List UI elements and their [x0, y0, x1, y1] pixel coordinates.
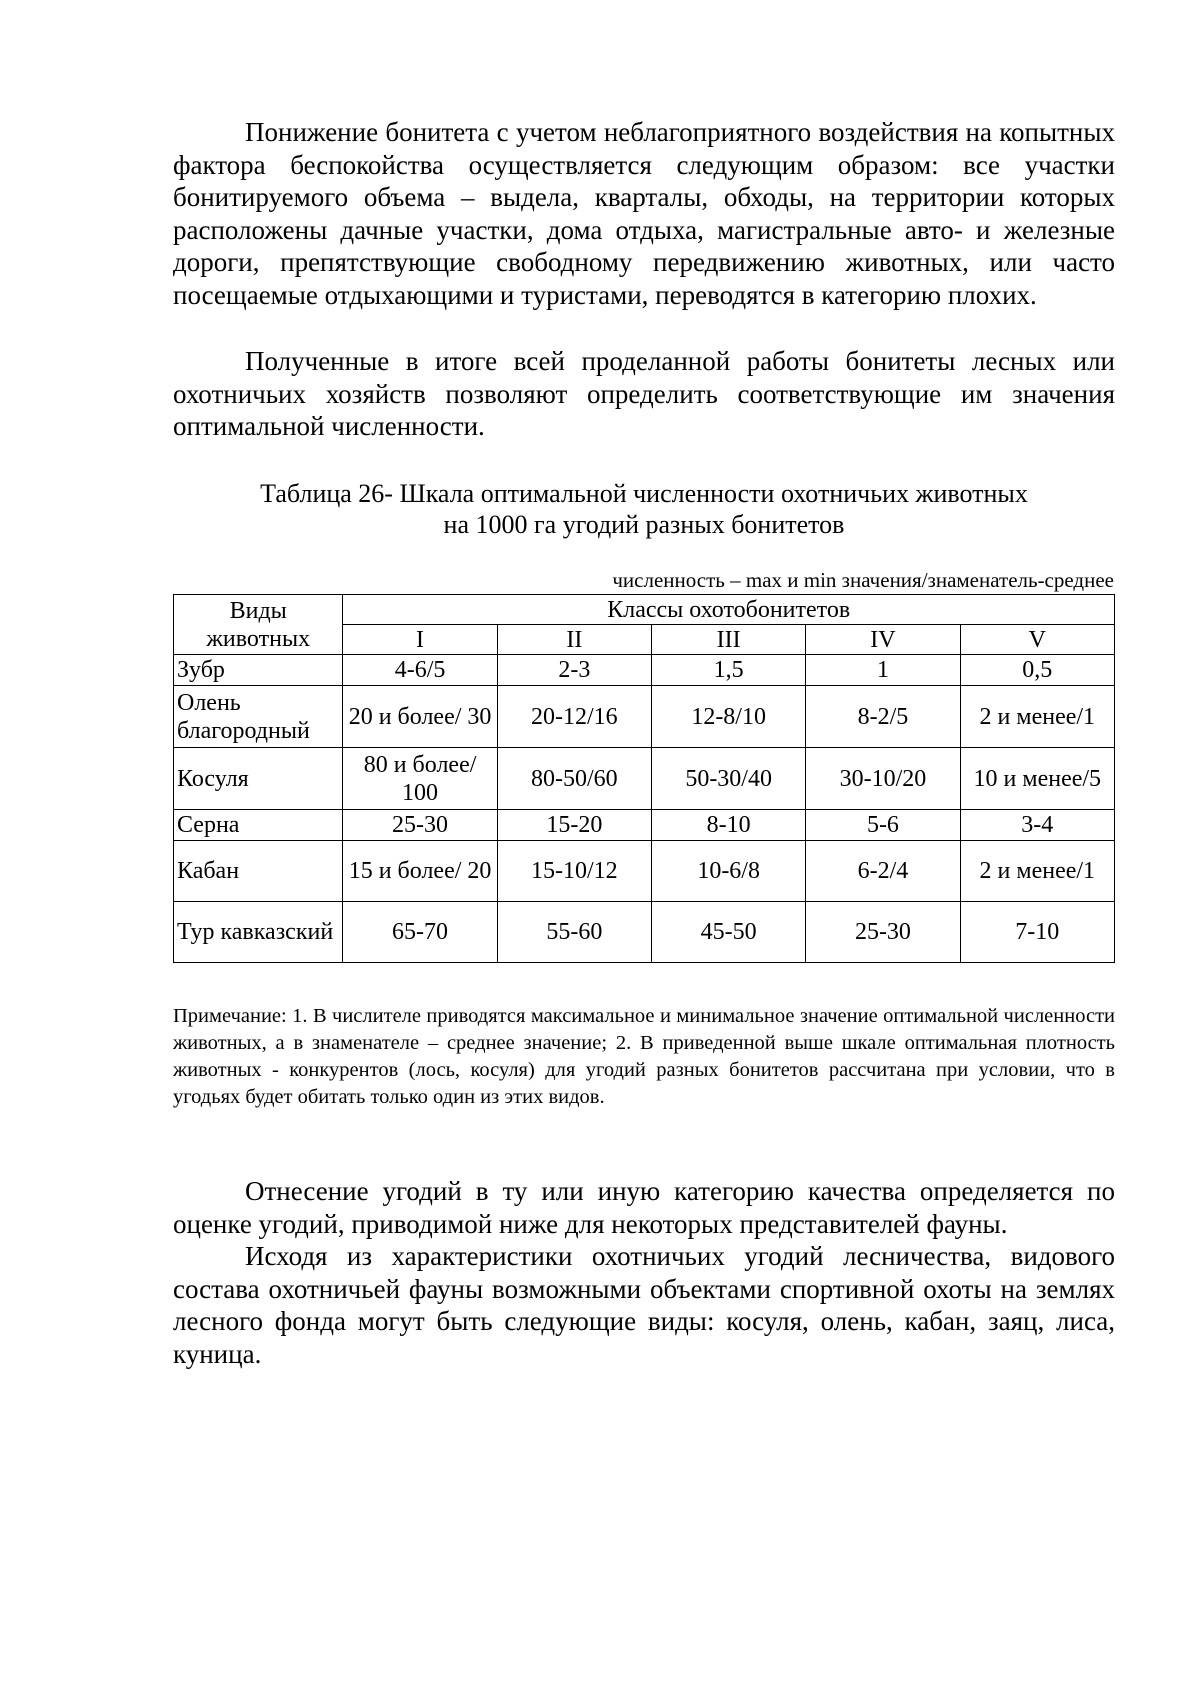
- value-cell: 80-50/60: [497, 748, 651, 810]
- value-cell: 30-10/20: [806, 748, 960, 810]
- paragraph-hunting-species: Исходя из характеристики охотничьих угодий лесничества, видового состава охотничьей фауны возможными объектами спортивной охоты на землях лесного фонда могут быть следующие виды: косуля, олень, кабан, заяц, лиса, куница.: [173, 1241, 1115, 1369]
- value-cell: 6-2/4: [806, 841, 960, 902]
- value-cell: 25-30: [806, 902, 960, 963]
- header-classes: Классы охотобонитетов: [343, 595, 1115, 625]
- table-row: [174, 810, 1115, 841]
- value-cell: 8-2/5: [806, 686, 960, 748]
- header-class-3: III: [652, 625, 806, 655]
- table-row: [174, 902, 1115, 963]
- value-cell: 25-30: [343, 810, 497, 841]
- header-class-1: I: [343, 625, 497, 655]
- header-species: Виды животных: [174, 595, 343, 655]
- value-cell: 3-4: [960, 810, 1114, 841]
- value-cell: 15-20: [497, 810, 651, 841]
- header-class-5: V: [960, 625, 1114, 655]
- value-cell: 20-12/16: [497, 686, 651, 748]
- header-class-2: II: [497, 625, 651, 655]
- value-cell: 0,5: [960, 655, 1114, 686]
- paragraph-bonitet-result: Полученные в итоге всей проделанной работы бонитеты лесных или охотничьих хозяйств позволяют определить соответствующие им значения оптимальной численности.: [173, 346, 1115, 441]
- value-cell: 1: [806, 655, 960, 686]
- value-cell: 10-6/8: [652, 841, 806, 902]
- value-cell: 50-30/40: [652, 748, 806, 810]
- paragraph-habitat-category: Отнесение угодий в ту или иную категорию качества определяется по оценке угодий, приводимой ниже для некоторых представителей фауны.: [173, 1176, 1115, 1239]
- value-cell: 20 и более/ 30: [343, 686, 497, 748]
- table-caption-line-2: на 1000 га угодий разных бонитетов: [443, 510, 845, 539]
- value-cell: 65-70: [343, 902, 497, 963]
- table-caption-line-1: Таблица 26- Шкала оптимальной численности охотничьих животных: [260, 479, 1028, 508]
- value-cell: 80 и более/ 100: [343, 748, 497, 810]
- value-cell: 10 и менее/5: [960, 748, 1114, 810]
- value-cell: 45-50: [652, 902, 806, 963]
- value-cell: 4-6/5: [343, 655, 497, 686]
- table-row: [174, 686, 1115, 748]
- value-cell: 12-8/10: [652, 686, 806, 748]
- value-cell: 15-10/12: [497, 841, 651, 902]
- table-footnote: Примечание: 1. В числителе приводятся максимальное и минимальное значение оптимальной численности животных, а в знаменателе – среднее значение; 2. В приведенной выше шкале оптимальная плотность животных - конкурентов (лось, косуля) для угодий разных бонитетов рассчитана при условии, что в угодьях будет обитать только один из этих видов.: [173, 1005, 1115, 1108]
- species-cell: Косуля: [174, 748, 343, 810]
- species-cell: Тур кавказский: [174, 902, 343, 963]
- table-row: [174, 841, 1115, 902]
- value-cell: 8-10: [652, 810, 806, 841]
- species-cell: Олень благородный: [174, 686, 343, 748]
- table-units-note: численность – max и min значения/знаменатель-среднее: [612, 568, 1114, 592]
- value-cell: 2 и менее/1: [960, 841, 1114, 902]
- value-cell: 1,5: [652, 655, 806, 686]
- value-cell: 7-10: [960, 902, 1114, 963]
- species-cell: Кабан: [174, 841, 343, 902]
- table-row: [174, 655, 1115, 686]
- value-cell: 2 и менее/1: [960, 686, 1114, 748]
- table-caption: [173, 478, 1115, 540]
- optimal-population-table: [173, 594, 1115, 963]
- header-class-4: IV: [806, 625, 960, 655]
- value-cell: 55-60: [497, 902, 651, 963]
- species-cell: Серна: [174, 810, 343, 841]
- table-row: [174, 748, 1115, 810]
- value-cell: 15 и более/ 20: [343, 841, 497, 902]
- value-cell: 2-3: [497, 655, 651, 686]
- paragraph-bonitet-reduction: Понижение бонитета с учетом неблагоприятного воздействия на копытных фактора беспокойства осуществляется следующим образом: все участки бонитируемого объема – выдела, кварталы, обходы, на территории которых расположены дачные участки, дома отдыха, магистральные авто- и железные дороги, препятствующие свободному передвижению животных, или часто посещаемые отдыхающими и туристами, переводятся в категорию плохих.: [173, 117, 1115, 310]
- value-cell: 5-6: [806, 810, 960, 841]
- species-cell: Зубр: [174, 655, 343, 686]
